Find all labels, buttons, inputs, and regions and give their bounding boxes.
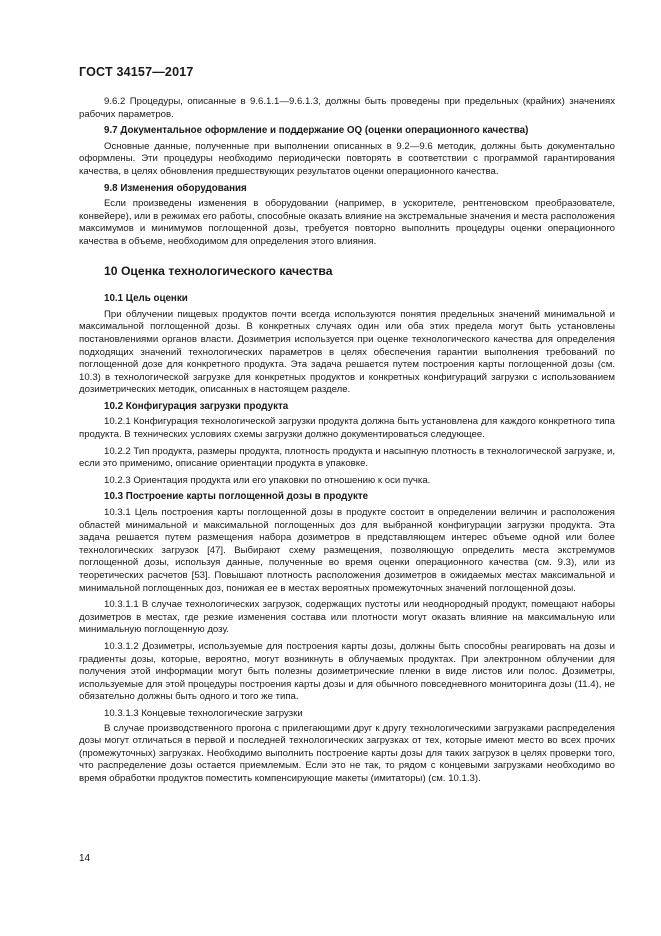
- paragraph: 10.2.3 Ориентация продукта или его упаковки по отношению к оси пучка.: [104, 474, 431, 486]
- paragraph: 10.3.1.1 В случае технологических загрузок, содержащих пустоты или неоднородный продукт, помещают наборы дозиметров в местах, где резкие изменения состава или плотности могут оказать влияние на максимальную или минимальную поглощенную дозу.: [79, 599, 615, 636]
- paragraph: 10.2.2 Тип продукта, размеры продукта, плотность продукта и насыпную плотность в технологической загрузке, и, если это применимо, описание ориентации продукта в упаковке.: [79, 445, 615, 470]
- document-body: [79, 96, 615, 790]
- paragraph: Если произведены изменения в оборудовании (например, в ускорителе, рентгеновском преобразователе, конвейере), или в режимах его работы, способные оказать влияние на экстремальные значения и места расположения максимумов и минимумов поглощенной дозы, требуется повторно выполнить процедуры оценки операционного качества в объеме, необходимом для определения этого влияния.: [79, 198, 615, 247]
- paragraph: При облучении пищевых продуктов почти всегда используются понятия предельных значений минимальной и максимальной поглощенной дозы. В конкретных случаях один или оба этих предела могут быть установлены постановлениями органов власти. Дозиметрия используется при оценке технологического качества для определения подходящих значений технологических параметров в целях обеспечения гарантии выполнения требований по поглощенной дозе для конкретного продукта. Эта задача решается путем построения карты поглощенной дозы (см. 10.3) в технологической загрузке для конкретных продуктов и конкретных конфигураций загрузки с использованием дозиметрических методик, описанных в настоящем разделе.: [79, 308, 615, 396]
- subsection-heading: 10.2 Конфигурация загрузки продукта: [104, 400, 289, 412]
- section-heading: 10 Оценка технологического качества: [104, 263, 333, 278]
- paragraph: 10.3.1.2 Дозиметры, используемые для построения карты дозы, должны быть способны реагировать на дозы и градиенты дозы, которые, вероятно, могут возникнуть в облучаемых продуктах. При электронном облучении для получения этой информации могут быть полезны дозиметрические пленки в виде листов или полос. Дозиметры, используемые для этой процедуры построения карты дозы и для обычного повседневного мониторинга дозы (11.4), не обязательно должны быть одного и того же типа.: [79, 640, 615, 703]
- paragraph: 9.6.2 Процедуры, описанные в 9.6.1.1—9.6.1.3, должны быть проведены при предельных (крайних) значениях рабочих параметров.: [79, 96, 615, 120]
- subsection-heading: 9.7 Документальное оформление и поддержание OQ (оценки операционного качества): [104, 125, 529, 137]
- paragraph: 10.2.1 Конфигурация технологической загрузки продукта должна быть установлена для каждого конкретного типа продукта. В технических условиях схемы загрузки должно документироваться следующее.: [79, 416, 615, 441]
- subsection-heading: 10.1 Цель оценки: [104, 293, 188, 305]
- document-header: ГОСТ 34157—2017: [79, 65, 194, 79]
- paragraph: Основные данные, полученные при выполнении описанных в 9.2—9.6 методик, должны быть документально оформлены. Эти процедуры необходимо периодически повторять в соответствии с программой гарантирования качества, в целях обновления предшествующих результатов оценки операционного качества.: [79, 140, 615, 177]
- paragraph: В случае производственного прогона с прилегающими друг к другу технологическими загрузками распределения дозы могут отличаться в первой и последней технологических загрузках от тех, которые имеют место во всех прочих (промежуточных) загрузках. Необходимо выполнить построение карты дозы для таких загрузок в целях проверки того, что распределение дозы остается приемлемым. Если это не так, то рядом с концевыми загрузками необходимо во время обработки продуктов поместить компенсирующие макеты (имитаторы) (см. 10.1.3).: [79, 722, 615, 784]
- subsection-heading: 9.8 Изменения оборудования: [104, 182, 247, 194]
- subsection-heading: 10.3 Построение карты поглощенной дозы в продукте: [104, 491, 369, 503]
- subsection-heading: 10.3.1.3 Концевые технологические загрузки: [104, 707, 303, 719]
- page-number: 14: [79, 853, 91, 864]
- paragraph: 10.3.1 Цель построения карты поглощенной дозы в продукте состоит в определении величин и расположения областей минимальной и максимальной поглощенных доз для выбранной конфигурации загрузки продукта. Эта задача решается путем размещения набора дозиметров в представляющем интерес объеме одной или более технологических загрузок [47]. Выбирают схему размещения, позволяющую определить места экстремумов поглощенной дозы, используя данные, полученные во время оценки операционного качества (см. 9.3), или из теоретических расчетов [53]. Повышают плотность расположения дозиметров в ожидаемых местах максимальной и минимальной поглощенных доз, понижая ее в местах вероятных промежуточных значений поглощенной дозы.: [79, 507, 615, 594]
